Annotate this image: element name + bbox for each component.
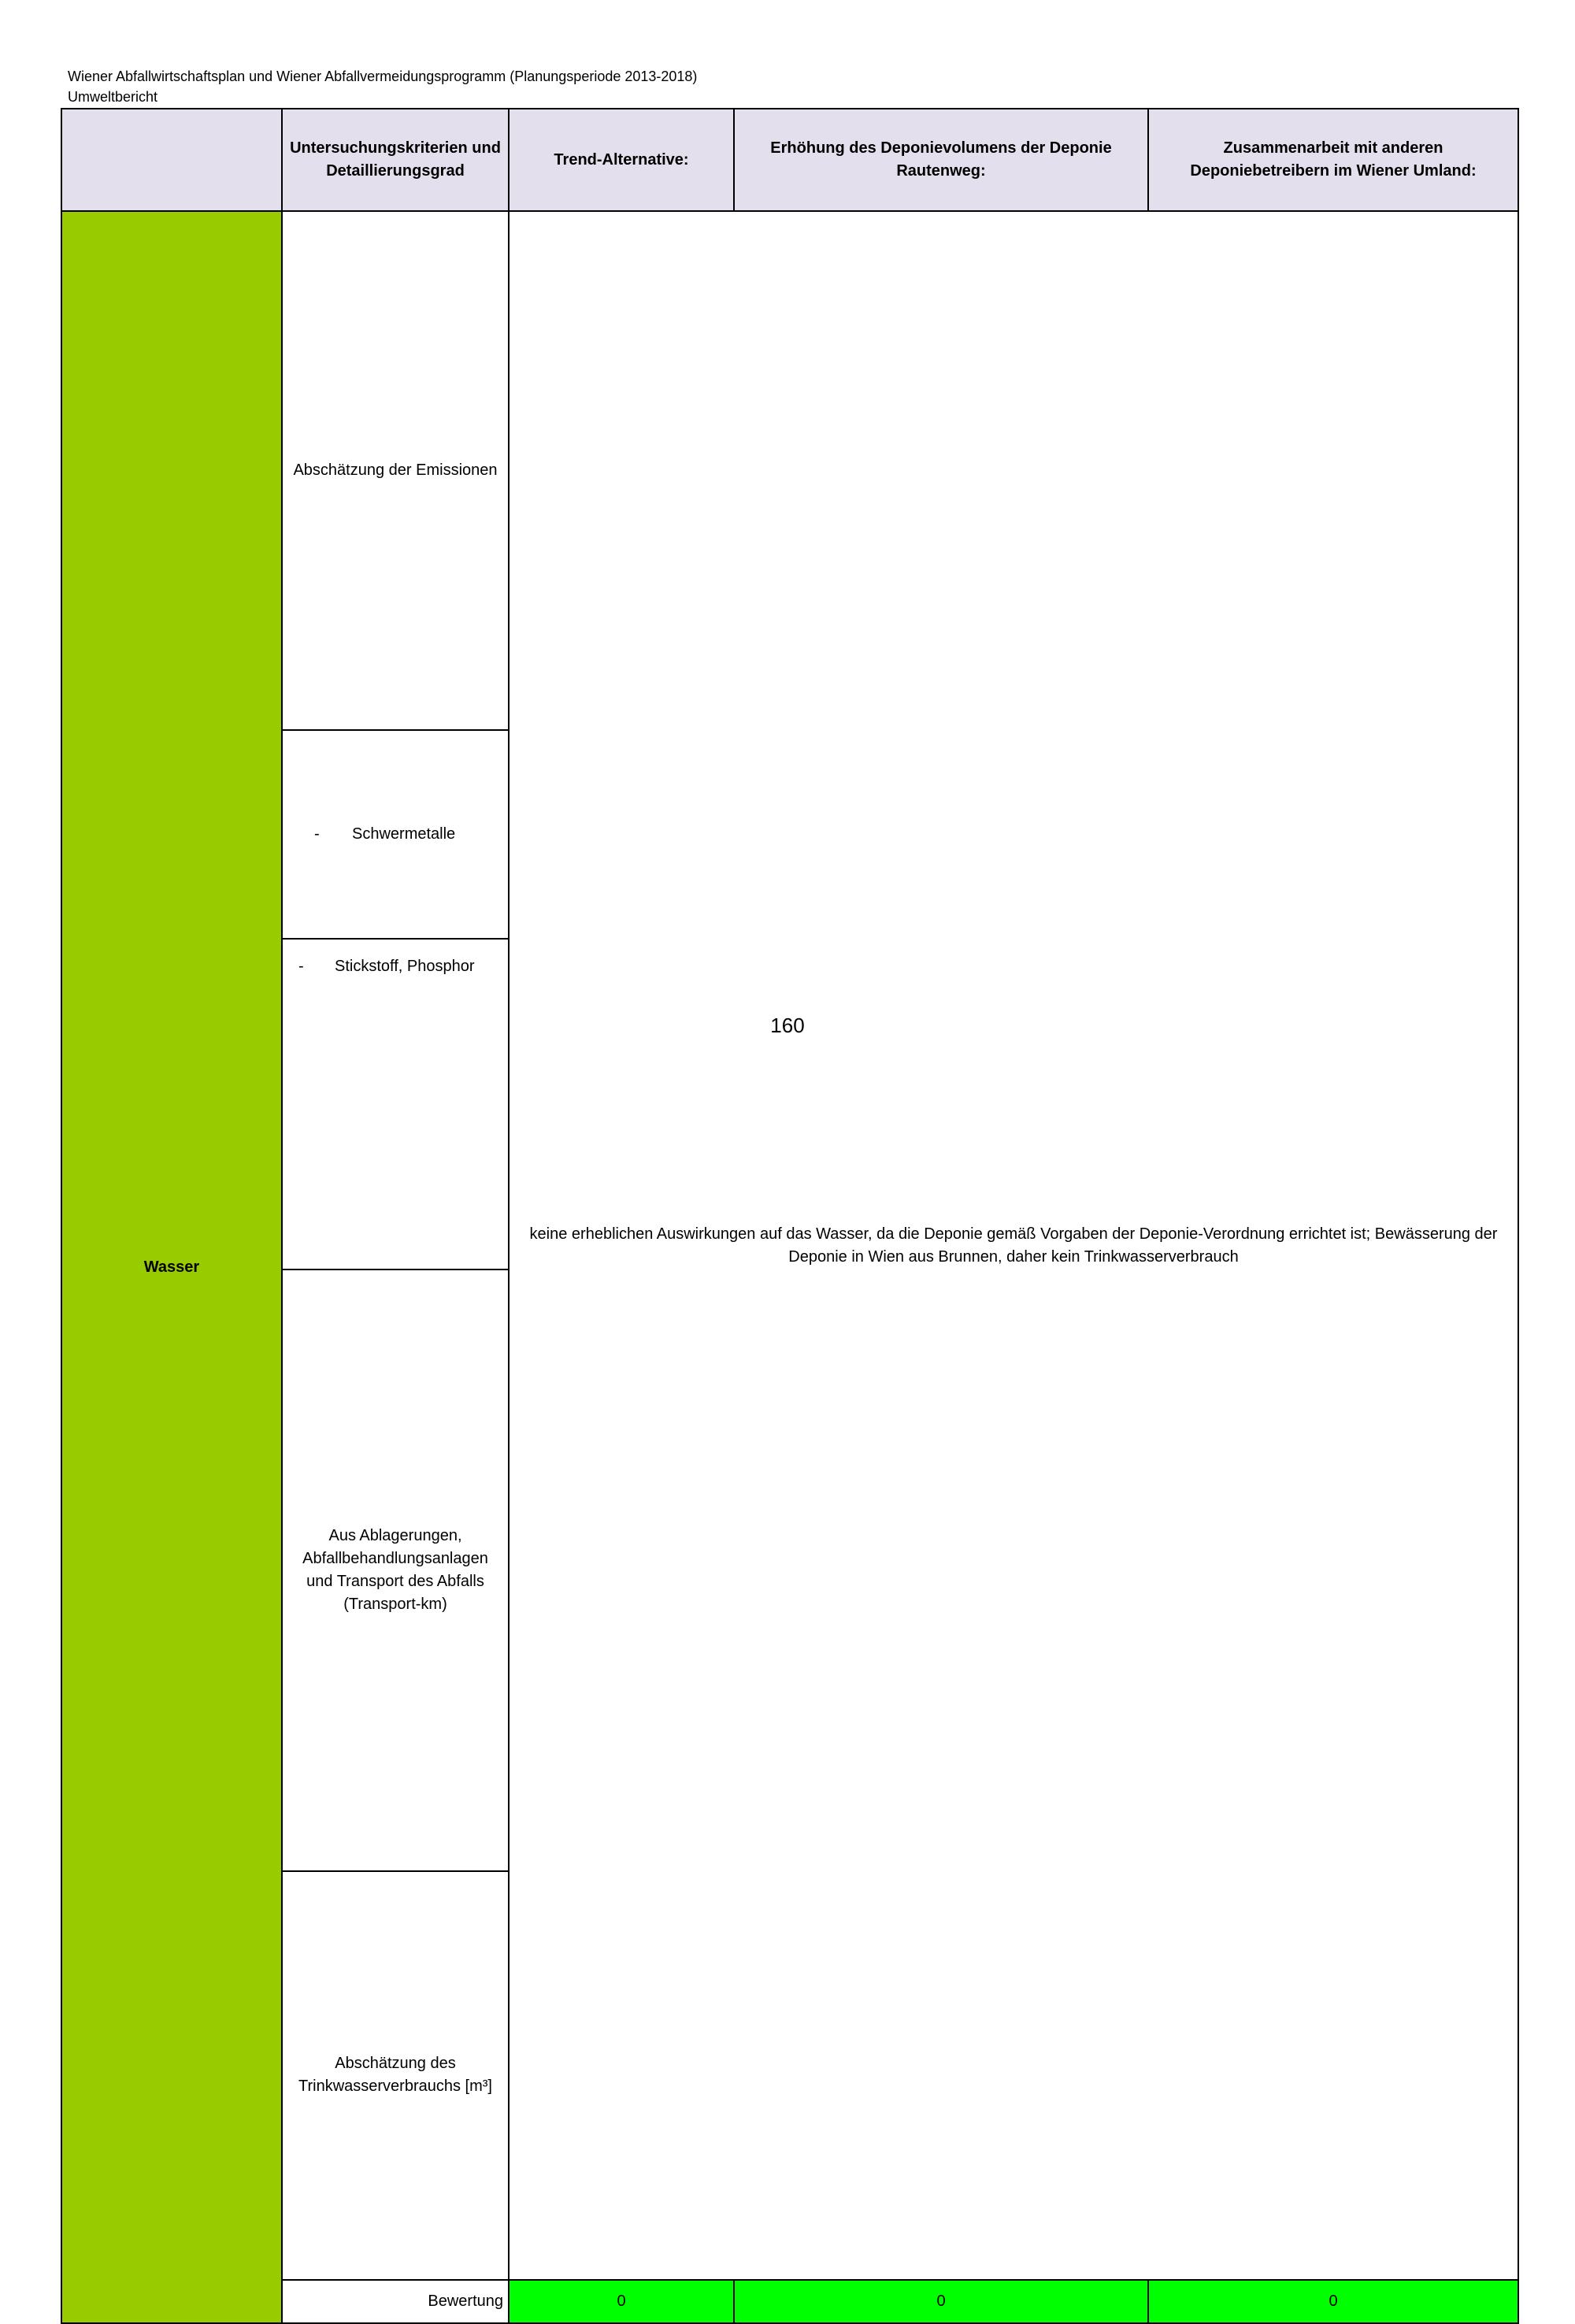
criteria-text: Stickstoff, Phosphor bbox=[335, 957, 475, 975]
bewertung-value-trend: 0 bbox=[509, 2280, 734, 2323]
merged-assessment-cell bbox=[509, 211, 1518, 2280]
criteria-cell: Abschätzung der Emissionen bbox=[282, 211, 509, 730]
topic-cell: Wasser bbox=[61, 211, 282, 2323]
header-cell-cooperation: Zusammenarbeit mit anderen Deponiebetreibern im Wiener Umland: bbox=[1148, 109, 1518, 211]
bullet-dash: - bbox=[314, 825, 320, 843]
page-number: 160 bbox=[770, 1014, 805, 1037]
document-header-title: Wiener Abfallwirtschaftsplan und Wiener Abfallvermeidungsprogramm (Planungsperiode 2013-2018) bbox=[68, 69, 698, 84]
criteria-cell bbox=[282, 730, 509, 939]
criteria-text: Schwermetalle bbox=[352, 825, 456, 843]
header-cell-empty bbox=[61, 109, 282, 211]
bewertung-label: Bewertung bbox=[282, 2280, 509, 2323]
bewertung-value-cooperation: 0 bbox=[1148, 2280, 1518, 2323]
criteria-cell: Abschätzung des Trinkwasserverbrauchs [m³] bbox=[282, 1871, 509, 2280]
assessment-table bbox=[61, 108, 1519, 2324]
document-header-subtitle: Umweltbericht bbox=[68, 89, 158, 105]
header-cell-criteria: Untersuchungskriterien und Detaillierungsgrad bbox=[282, 109, 509, 211]
header-cell-trend: Trend-Alternative: bbox=[509, 109, 734, 211]
header-cell-volume: Erhöhung des Deponievolumens der Deponie Rautenweg: bbox=[734, 109, 1148, 211]
table-row bbox=[61, 211, 1518, 730]
criteria-cell bbox=[282, 939, 509, 1269]
bullet-dash: - bbox=[298, 957, 304, 975]
merged-assessment-text: keine erheblichen Auswirkungen auf das Wasser, da die Deponie gemäß Vorgaben der Deponie-Verordnung errichtet ist; Bewässerung der Deponie in Wien aus Brunnen, daher kein Trinkwasserverbrauch bbox=[529, 1225, 1498, 1266]
bewertung-value-volume: 0 bbox=[734, 2280, 1148, 2323]
criteria-cell: Aus Ablagerungen, Abfallbehandlungsanlagen und Transport des Abfalls (Transport-km) bbox=[282, 1269, 509, 1871]
table-header-row bbox=[61, 109, 1518, 211]
